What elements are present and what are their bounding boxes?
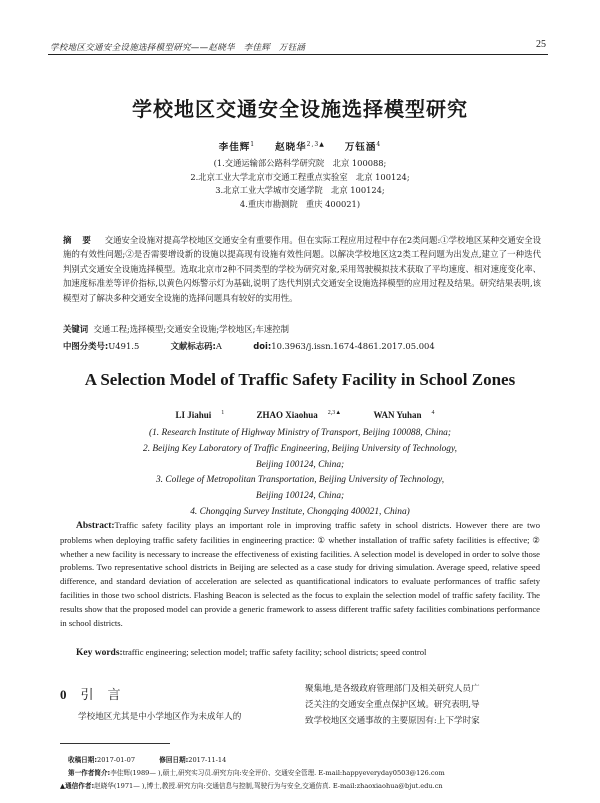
revised-date: 2017-11-14 — [188, 756, 227, 764]
keywords-label: Key words: — [76, 648, 123, 658]
chinese-keywords — [63, 323, 541, 335]
classification-code: U491.5 — [108, 341, 140, 351]
body-line: 泛关注的交通安全重点保护区域。研究表明,导 — [305, 700, 480, 711]
footnotes — [60, 754, 550, 793]
body-line: 聚集地,是各级政府管理部门及相关研究人员广 — [305, 684, 480, 694]
body-line: 致学校地区交通事故的主要原因有:上下学时家 — [305, 716, 480, 727]
section-number: 0 — [60, 687, 67, 702]
english-keywords — [76, 647, 546, 658]
english-authors — [0, 410, 600, 420]
chinese-authors — [0, 139, 600, 153]
keywords-text: traffic engineering; selection model; traffic safety facility; school districts; speed control — [122, 647, 427, 657]
english-affiliations — [0, 426, 600, 521]
abstract-label: 摘 要 — [63, 235, 95, 245]
section-heading-introduction — [60, 684, 135, 703]
affiliation: 3. College of Metropolitan Transportation, Beijing University of Technology, — [155, 475, 445, 486]
affiliation: Beijing 100124, China; — [255, 459, 345, 470]
document-code: A — [215, 341, 222, 351]
affiliation: (1. Research Institute of Highway Ministry of Transport, Beijing 100088, China; — [149, 428, 451, 438]
affiliation: (1.交通运输部公路科学研究院 北京 100088; — [213, 158, 387, 168]
page-number: 25 — [536, 39, 546, 50]
keywords-text: 交通工程;选择模型;交通安全设施;学校地区;车速控制 — [93, 324, 289, 334]
author: 赵晓华$^{2,3▲}$ — [275, 140, 325, 153]
received-date: 2017-01-07 — [97, 756, 136, 764]
author: WAN Yuhan $^4$ — [373, 410, 435, 420]
author: 李佳辉$^1$ — [218, 140, 256, 153]
english-title: A Selection Model of Traffic Safety Facility in School Zones — [84, 370, 516, 389]
affiliation: 4.重庆市勘测院 重庆 400021) — [239, 198, 361, 209]
affiliation: 4. Chongqing Survey Institute, Chongqing 400021, China) — [190, 506, 410, 517]
affiliation: 2. Beijing Key Laboratory of Traffic Engineering, Beijing University of Technology, — [143, 443, 457, 454]
english-abstract — [60, 519, 540, 630]
chinese-abstract — [63, 233, 541, 305]
footnote-first-author: 第一作者简介:李佳辉(1989— ),硕士,研究实习员.研究方向:安全评价、交通安全管理. E-mail:happyeveryday0503@126.com — [68, 769, 445, 777]
affiliation: 2.北京工业大学北京市交通工程重点实验室 北京 100124; — [190, 171, 410, 182]
author: ZHAO Xiaohua $^{2,3▲}$ — [256, 410, 342, 420]
affiliation: Beijing 100124, China; — [255, 491, 345, 502]
footnote-dates: 收稿日期:2017-01-07 修回日期:2017-11-14 — [68, 756, 227, 764]
running-head-title: 学校地区交通安全设施选择模型研究——赵晓华 李佳辉 万钰涵 — [50, 43, 306, 53]
doi[interactable]: 10.3963/j.issn.1674-4861.2017.05.004 — [271, 341, 435, 351]
abstract-label: Abstract: — [76, 521, 115, 531]
intro-right-column — [305, 681, 545, 730]
abstract-text: 交通安全设施对提高学校地区交通安全有重要作用。但在实际工程应用过程中存在2类问题:①学校地区某种交通安全设施的有效性问题;②是否需要增设新的设施以提高现有设施有效性问题。以解决学校地区这2类工程问题为出发点,建立了一种迭代判别式交通安全设施选择模型。选取北京市2种不同类型的学校为研究对象,采用驾驶模拟技术获取了平均速度、相对速度变化率、加速度标准差等评价指标,以黄色闪烁警示灯为基础,说明了迭代判别式交通安全设施选择模型的应用过程及结果。研究结果表明,该模型对了解决多种交通安全设施的选择问题具有较好的实用性。 — [63, 235, 541, 303]
footnote-corresponding-author: ▲通信作者:赵晓华(1971— ),博士,教授.研究方向:交通信息与控制,驾驶行为与安全,交通仿真. E-mail:zhaoxiaohua@bjut.edu.cn — [60, 782, 443, 790]
keywords-label: 关键词 — [63, 324, 89, 334]
affiliation: 3.北京工业大学城市交通学院 北京 100124; — [215, 185, 385, 195]
running-head — [48, 36, 548, 55]
chinese-title: 学校地区交通安全设施选择模型研究 — [132, 97, 468, 121]
footnote-divider — [60, 743, 170, 744]
chinese-affiliations — [0, 157, 600, 211]
abstract-text: Traffic safety facility plays an important role in improving traffic safety in school districts. However there are two problems when deploying traffic safety facilities in engineering practice: ① whether installation of traffic safety facilities is effective; ② whether a new facility is necessary to increase the effectiveness of existing facilities. A selection model is developed in order to solve those problems. Two representative school districts in Beijing are selected as a case study for driving simulation. Average speed, relative speed difference, and standard deviation of acceleration are selected as quantificational indicators to evaluate performances of traffic safety facilities in those two school districts. Flashing Beacon is selected as the focus to explain the selection model of traffic safety facility. The results show that the proposed model can provide a generic framework to assess different traffic safety facilities combinations performance in school districts. — [60, 520, 540, 628]
section-title: 引言 — [80, 688, 135, 703]
classification-line: 中图分类号:U491.5 文献标志码:A doi:10.3963/j.issn.1674-4861.2017.05.004 — [63, 341, 435, 351]
intro-left-column: 学校地区尤其是中小学地区作为未成年人的 — [78, 712, 242, 722]
author: LI Jiahui $^1$ — [175, 410, 225, 420]
author: 万钰涵$^4$ — [344, 140, 382, 153]
